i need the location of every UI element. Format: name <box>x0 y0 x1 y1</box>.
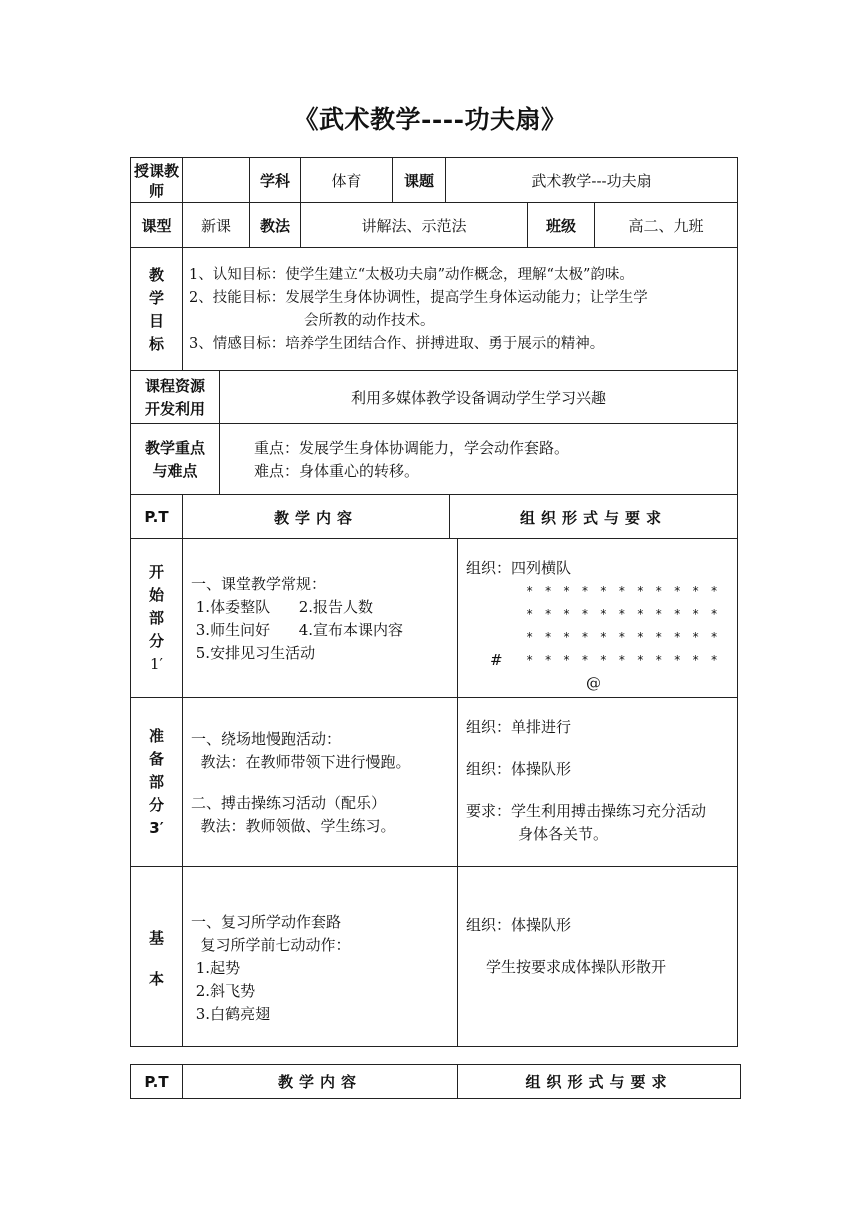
section-basic-label: 基 本 <box>131 867 183 1047</box>
section-prep-org: 组织：单排进行 组织：体操队形 要求：学生利用搏击操练习充分活动 身体各关节。 <box>458 698 738 868</box>
page-title: 《武术教学----功夫扇》 <box>293 105 567 134</box>
goals-label-cell: 教 学 目 标 <box>131 248 183 372</box>
resources-table <box>130 370 738 425</box>
footer-content-header: 教学内容 <box>183 1065 458 1099</box>
formation-row-4: * * * * * * * * * * * <box>526 653 720 667</box>
goal-line-3: 3、情感目标：培养学生团结合作、拼搏进取、勇于展示的精神。 <box>189 335 605 352</box>
teacher-label-cell: 授课教师 <box>131 158 183 204</box>
keypoints-label-cell: 教学重点 与难点 <box>131 424 220 496</box>
topic-label-cell: 课题 <box>393 158 446 204</box>
goals-content-cell <box>183 248 738 372</box>
keypoints-content-cell <box>220 424 738 496</box>
section-prep-content: 一、绕场地慢跑活动： 教法：在教师带领下进行慢跑。 二、搏击操练习活动（配乐） 教法：教师领做、学生练习。 <box>183 698 458 868</box>
row-2-table <box>130 202 738 249</box>
org-title: 组织：四列横队 <box>466 559 572 577</box>
section-start-label: 开 始 部 分 1′ <box>131 539 183 699</box>
footer-header-table <box>130 1064 741 1099</box>
section-start-org <box>458 539 738 699</box>
type-label-cell: 课型 <box>131 203 183 249</box>
section-start-table <box>130 538 738 699</box>
subject-value-cell: 体育 <box>301 158 393 204</box>
topic-value-cell: 武术教学---功夫扇 <box>446 158 738 204</box>
goal-line-2-cont: 会所教的动作技术。 <box>304 312 435 329</box>
section-basic-table <box>130 866 738 1047</box>
formation-row-1: * * * * * * * * * * * <box>526 584 720 598</box>
content-header: 教学内容 <box>183 495 450 540</box>
section-prep-label: 准 备 部 分 3′ <box>131 698 183 868</box>
teacher-marker: @ <box>586 674 601 692</box>
hash-marker: # <box>490 651 503 669</box>
teacher-value-cell <box>183 158 250 204</box>
header-table <box>130 494 738 540</box>
type-value-cell: 新课 <box>183 203 250 249</box>
resources-label-cell: 课程资源 开发利用 <box>131 371 220 425</box>
method-value-cell: 讲解法、示范法 <box>301 203 528 249</box>
section-prep-table <box>130 697 738 868</box>
class-label-cell: 班级 <box>528 203 595 249</box>
footer-pt-header: P.T <box>131 1065 183 1099</box>
difficulty-line: 难点：身体重心的转移。 <box>254 461 420 480</box>
class-value-cell: 高二、九班 <box>595 203 738 249</box>
method-label-cell: 教法 <box>250 203 301 249</box>
goal-line-1: 1、认知目标：使学生建立“太极功夫扇”动作概念，理解“太极”韵味。 <box>189 266 634 283</box>
section-start-content: 一、课堂教学常规： 1.体委整队 2.报告人数 3.师生问好 4.宣布本课内容 5.安排见习生活动 <box>183 539 458 699</box>
resources-value-cell: 利用多媒体教学设备调动学生学习兴趣 <box>220 371 738 425</box>
goals-table <box>130 247 738 372</box>
subject-label-cell: 学科 <box>250 158 301 204</box>
formation-row-2: * * * * * * * * * * * <box>526 607 720 621</box>
footer-org-header: 组织形式与要求 <box>458 1065 741 1099</box>
section-basic-content: 一、复习所学动作套路 复习所学前七动动作： 1.起势 2.斜飞势 3.白鹤亮翅 <box>183 867 458 1047</box>
formation-row-3: * * * * * * * * * * * <box>526 630 720 644</box>
org-header: 组织形式与要求 <box>450 495 738 540</box>
keypoints-table <box>130 423 738 496</box>
section-basic-org: 组织：体操队形 学生按要求成体操队形散开 <box>458 867 738 1047</box>
key-point-line: 重点：发展学生身体协调能力，学会动作套路。 <box>254 438 570 457</box>
pt-header: P.T <box>131 495 183 540</box>
goal-line-2: 2、技能目标：发展学生身体协调性，提高学生身体运动能力；让学生学 <box>189 289 648 306</box>
row-1-table <box>130 157 738 204</box>
